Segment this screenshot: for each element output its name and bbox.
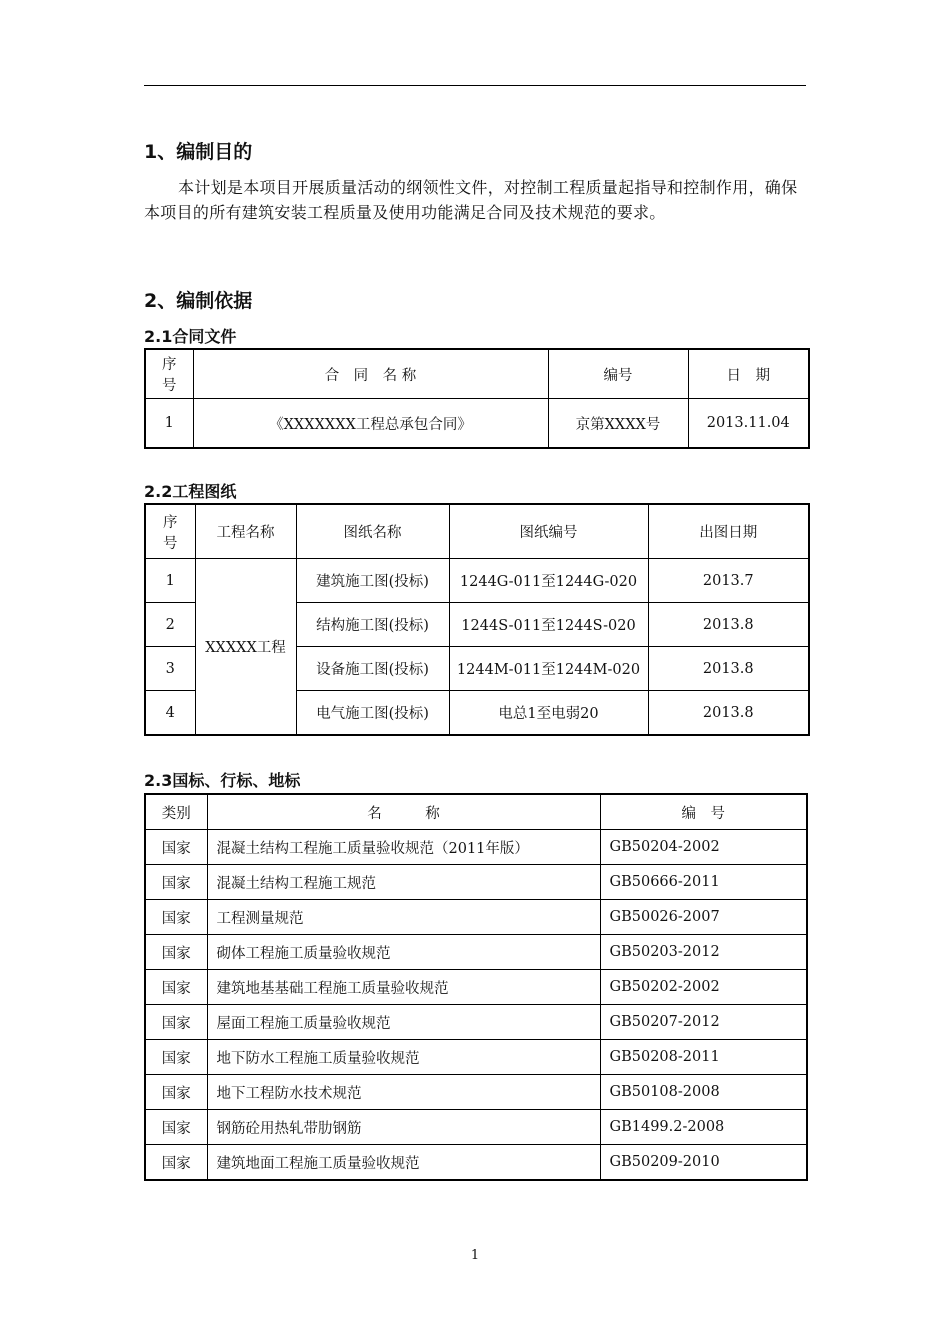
table-cell: 1 xyxy=(145,559,195,603)
standard-name-cell: 建筑地面工程施工质量验收规范 xyxy=(207,1145,600,1181)
standard-code-cell: GB50203-2012 xyxy=(600,935,807,970)
header-cell: 图纸名称 xyxy=(296,504,449,559)
table-cell: 建筑施工图(投标) xyxy=(296,559,449,603)
table-cell: 《XXXXXXX工程总承包合同》 xyxy=(193,399,548,449)
category-cell: 国家 xyxy=(145,1005,207,1040)
table-cell: 电气施工图(投标) xyxy=(296,691,449,736)
header-cell: 出图日期 xyxy=(648,504,809,559)
table-row xyxy=(145,900,807,935)
standard-name-cell: 建筑地基基础工程施工质量验收规范 xyxy=(207,970,600,1005)
header-cell: 编 号 xyxy=(600,794,807,830)
table-cell: 电总1至电弱20 xyxy=(449,691,648,736)
table-cell: 结构施工图(投标) xyxy=(296,603,449,647)
standard-code-cell: GB50026-2007 xyxy=(600,900,807,935)
header-cell: 序号 xyxy=(145,349,193,399)
category-cell: 国家 xyxy=(145,830,207,865)
category-cell: 国家 xyxy=(145,1075,207,1110)
table-row xyxy=(145,1110,807,1145)
table-cell: 3 xyxy=(145,647,195,691)
table-row xyxy=(145,935,807,970)
standard-name-cell: 砌体工程施工质量验收规范 xyxy=(207,935,600,970)
table-row xyxy=(145,399,809,449)
project-name-cell: XXXXX工程 xyxy=(195,559,296,736)
header-cell: 类别 xyxy=(145,794,207,830)
table-row xyxy=(145,1040,807,1075)
category-cell: 国家 xyxy=(145,1145,207,1181)
standard-name-cell: 屋面工程施工质量验收规范 xyxy=(207,1005,600,1040)
standard-name-cell: 地下工程防水技术规范 xyxy=(207,1075,600,1110)
header-cell: 图纸编号 xyxy=(449,504,648,559)
standard-name-cell: 混凝土结构工程施工规范 xyxy=(207,865,600,900)
standard-code-cell: GB50209-2010 xyxy=(600,1145,807,1181)
table-cell: 1244G-011至1244G-020 xyxy=(449,559,648,603)
table-cell: 1244M-011至1244M-020 xyxy=(449,647,648,691)
table-cell: 2013.7 xyxy=(648,559,809,603)
header-cell: 合 同 名 称 xyxy=(193,349,548,399)
header-cell: 序号 xyxy=(145,504,195,559)
table-cell: 4 xyxy=(145,691,195,736)
standard-code-cell: GB50204-2002 xyxy=(600,830,807,865)
standard-code-cell: GB1499.2-2008 xyxy=(600,1110,807,1145)
header-cell: 编号 xyxy=(548,349,688,399)
table-header-row xyxy=(145,794,807,830)
standards-heading: 2.3国标、行标、地标 xyxy=(144,771,301,790)
page-number: 1 xyxy=(470,1248,480,1263)
standard-code-cell: GB50208-2011 xyxy=(600,1040,807,1075)
table-cell: 1244S-011至1244S-020 xyxy=(449,603,648,647)
standard-name-cell: 钢筋砼用热轧带肋钢筋 xyxy=(207,1110,600,1145)
section2-heading: 2、编制依据 xyxy=(144,290,253,312)
standard-code-cell: GB50202-2002 xyxy=(600,970,807,1005)
standard-name-cell: 地下防水工程施工质量验收规范 xyxy=(207,1040,600,1075)
drawings-heading: 2.2工程图纸 xyxy=(144,482,237,501)
standard-name-cell: 混凝土结构工程施工质量验收规范（2011年版） xyxy=(207,830,600,865)
table-row xyxy=(145,865,807,900)
category-cell: 国家 xyxy=(145,970,207,1005)
table-cell: 京第XXXX号 xyxy=(548,399,688,449)
header-rule xyxy=(144,85,806,86)
section1-heading: 1、编制目的 xyxy=(144,141,253,163)
category-cell: 国家 xyxy=(145,935,207,970)
table-cell: 2013.11.04 xyxy=(688,399,809,449)
standard-code-cell: GB50207-2012 xyxy=(600,1005,807,1040)
table-cell: 2013.8 xyxy=(648,647,809,691)
header-cell: 日 期 xyxy=(688,349,809,399)
category-cell: 国家 xyxy=(145,865,207,900)
table-header-row xyxy=(145,504,809,559)
table-row xyxy=(145,830,807,865)
table-row xyxy=(145,1005,807,1040)
header-cell: 名 称 xyxy=(207,794,600,830)
section1-paragraph: 本计划是本项目开展质量活动的纲领性文件，对控制工程质量起指导和控制作用，确保本项目的所有建筑安装工程质量及使用功能满足合同及技术规范的要求。 xyxy=(144,178,798,222)
contracts-heading: 2.1合同文件 xyxy=(144,327,237,346)
table-row xyxy=(145,970,807,1005)
table-row xyxy=(145,1075,807,1110)
standards-table xyxy=(144,793,808,1181)
table-cell: 设备施工图(投标) xyxy=(296,647,449,691)
category-cell: 国家 xyxy=(145,900,207,935)
table-header-row xyxy=(145,349,809,399)
table-row xyxy=(145,1145,807,1181)
standard-code-cell: GB50666-2011 xyxy=(600,865,807,900)
table-cell: 2013.8 xyxy=(648,603,809,647)
category-cell: 国家 xyxy=(145,1040,207,1075)
drawings-table xyxy=(144,503,810,736)
category-cell: 国家 xyxy=(145,1110,207,1145)
contracts-table xyxy=(144,348,810,449)
header-cell: 工程名称 xyxy=(195,504,296,559)
standard-name-cell: 工程测量规范 xyxy=(207,900,600,935)
table-row xyxy=(145,559,809,603)
table-cell: 2013.8 xyxy=(648,691,809,736)
table-cell: 2 xyxy=(145,603,195,647)
standard-code-cell: GB50108-2008 xyxy=(600,1075,807,1110)
table-cell: 1 xyxy=(145,399,193,449)
